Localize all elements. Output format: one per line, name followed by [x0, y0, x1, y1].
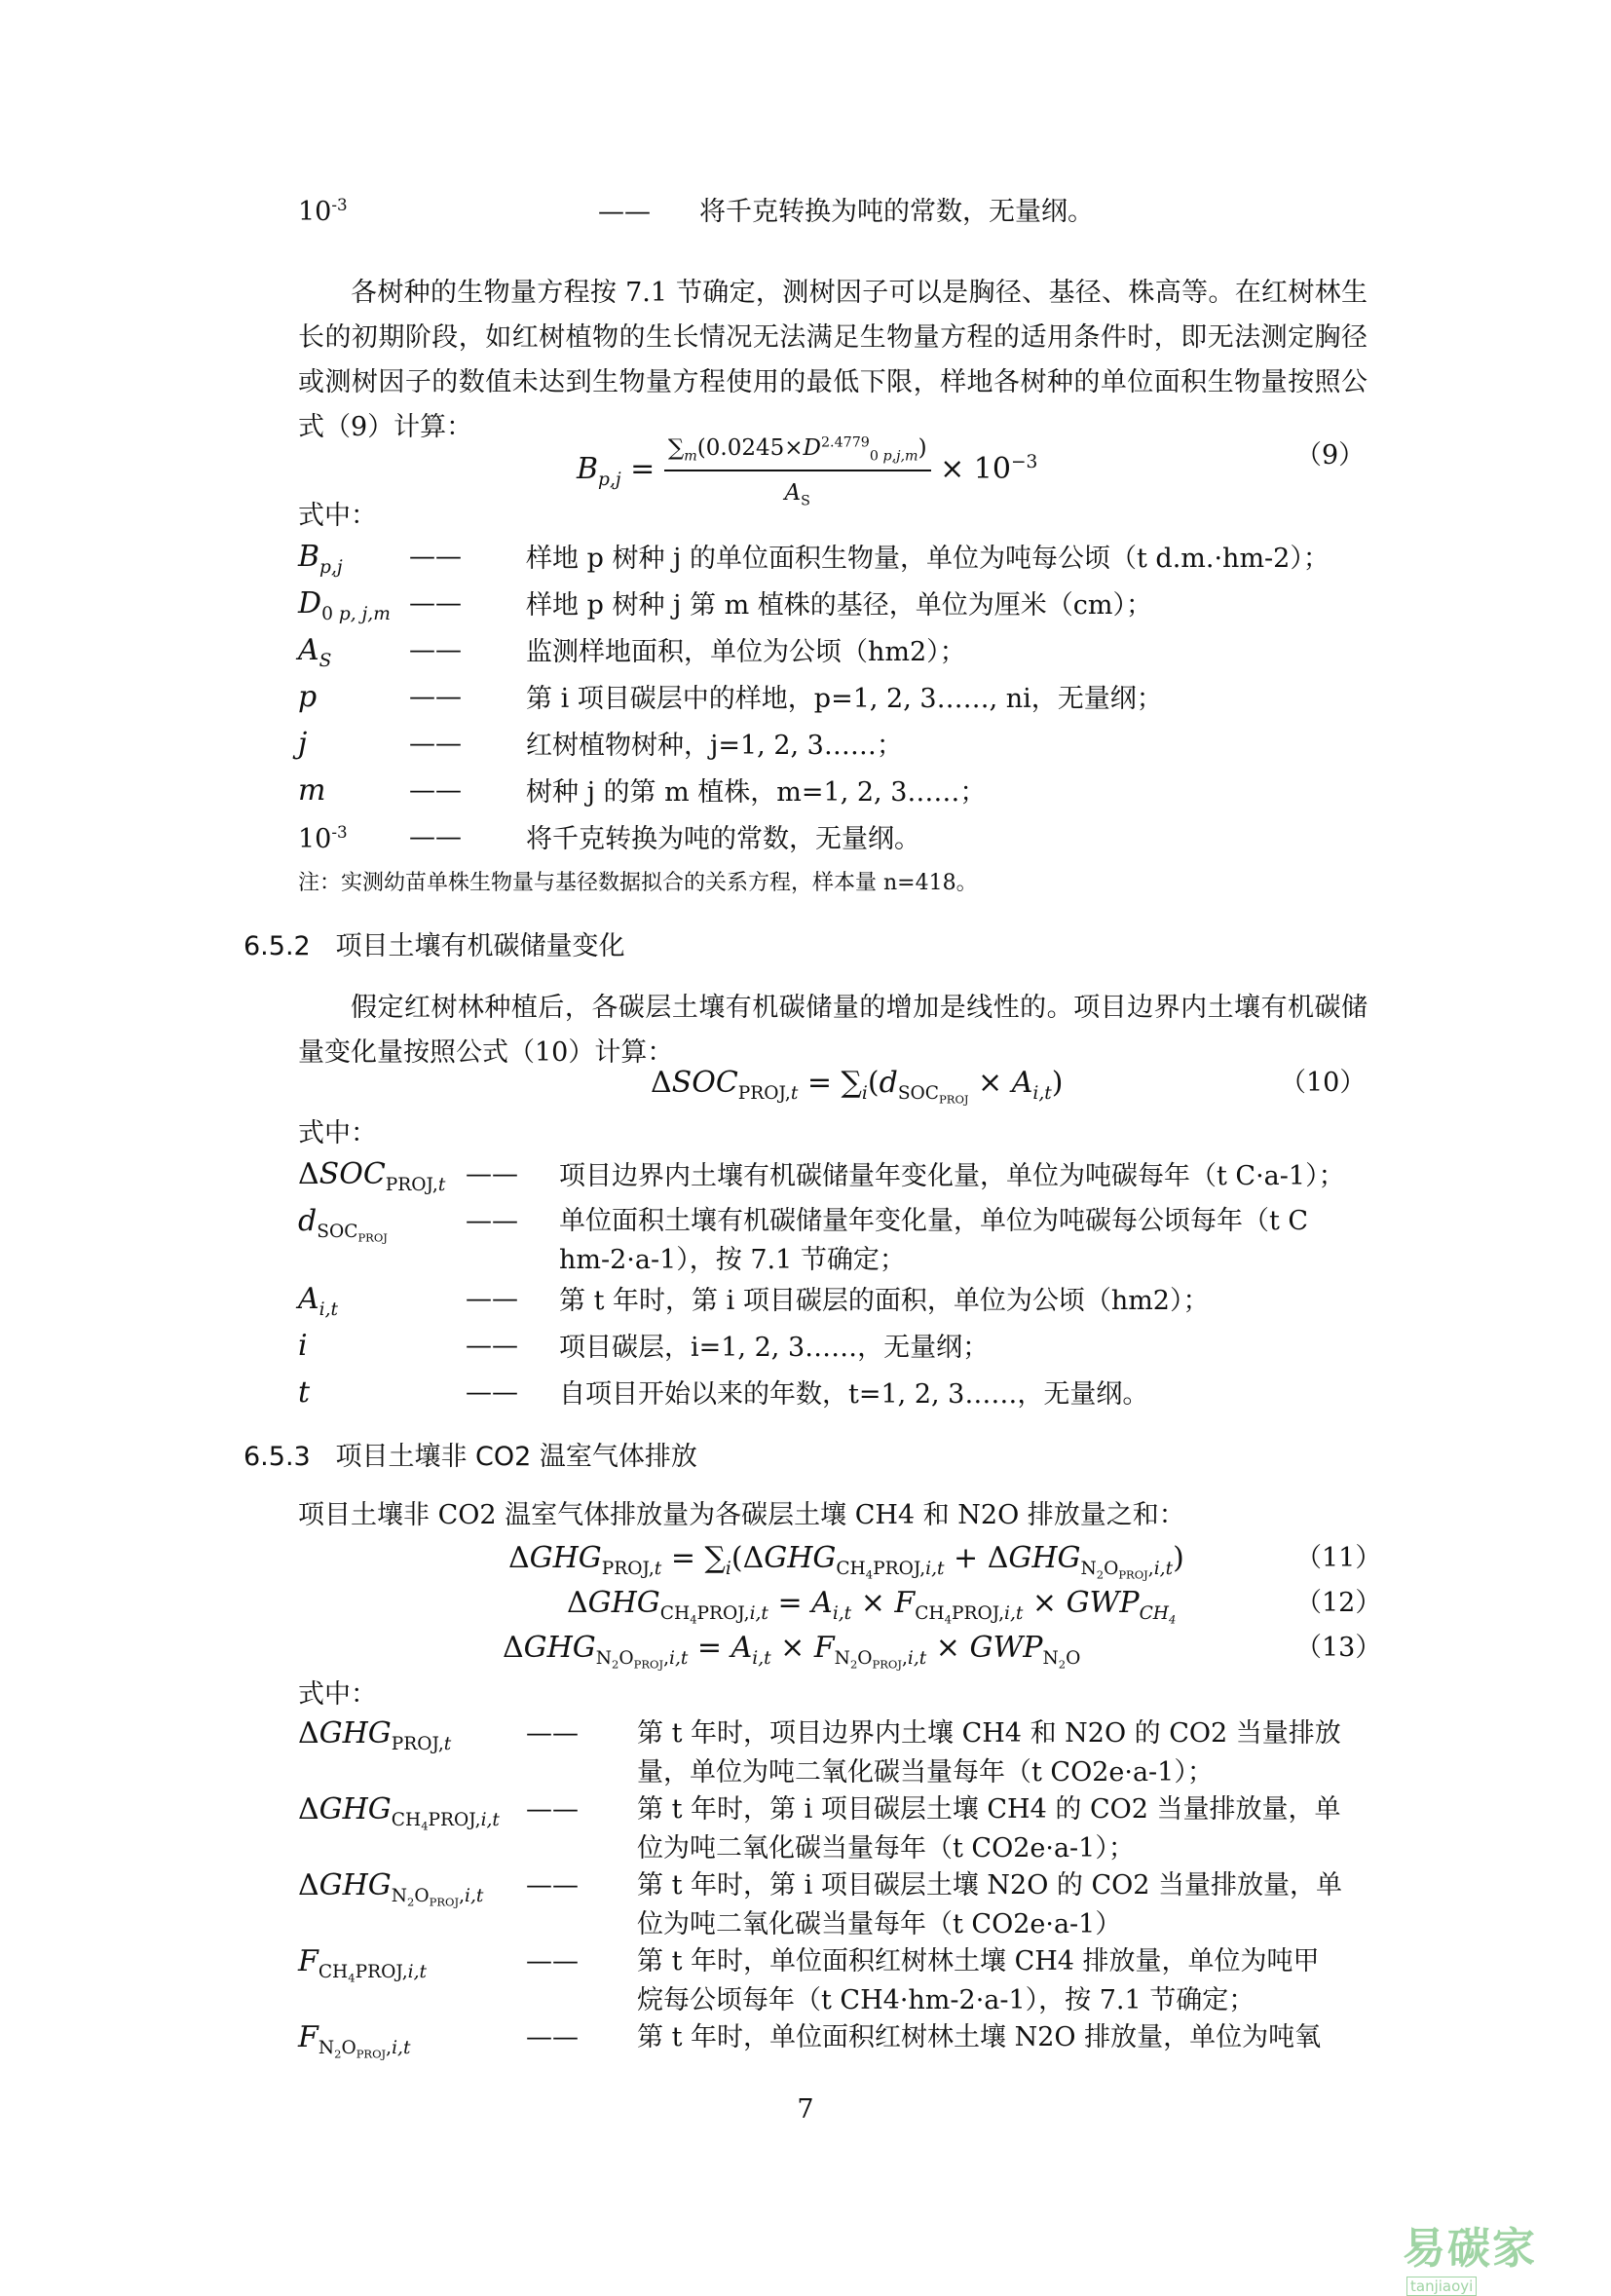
wherein-label-11: 式中： — [298, 1679, 377, 1710]
symbol-delta-SOC: $\Delta SOC_{PROJ,t}$ — [298, 1157, 446, 1195]
section-heading-6-5-2: 6.5.2 项目土壤有机碳储量变化 — [244, 931, 625, 961]
paragraph-soil-carbon: 假定红树林种植后，各碳层土壤有机碳储量的增加是线性的。项目边界内土壤有机碳储量变化量按照公式（10）计算： — [298, 993, 1367, 1068]
def11-dash: —— — [526, 1718, 579, 1749]
symbol-j: j — [298, 727, 308, 761]
def11-desc: 第 t 年时，第 i 项目碳层土壤 CH4 的 CO2 当量排放量，单位为吨二氧化碳当量每年（t CO2e·a-1）； — [637, 1794, 1341, 1863]
symbol-D0-p-j-m: $D_{0 p, j,m}$ — [298, 586, 391, 624]
symbol-ten-minus-3: $10^{-3}$ — [298, 822, 348, 854]
symbol-m: m — [298, 773, 326, 808]
symbol-A-i-t: $A_{i,t}$ — [298, 1282, 339, 1320]
equation-11: $\Delta GHG_{PROJ,t} = \sum_i(\Delta GHG_{CH_4PROJ,i,t} + \Delta GHG_{N_2O_{PROJ},i,t})$ — [508, 1541, 1184, 1582]
def9-dash: —— — [409, 542, 462, 572]
equation-9: $B_{p,j}$ = $\frac{\sum_m(0.0245\times D^{2.4779}_{0 p,j,m})}{A_S}$ × $10^{-3}$ — [577, 429, 1037, 512]
def10-dash: —— — [466, 1206, 518, 1236]
symbol-delta-GHG-N2O: $\Delta GHG_{N_2O_{PROJ},i,t}$ — [298, 1868, 484, 1909]
def10-desc: 自项目开始以来的年数，t=1, 2, 3……，无量纲。 — [559, 1379, 1149, 1410]
def11-desc: 第 t 年时，第 i 项目碳层土壤 N2O 的 CO2 当量排放量，单位为吨二氧化碳当量每年（t CO2e·a-1） — [637, 1870, 1343, 1939]
symbol-p: p — [298, 680, 318, 714]
wherein-label-10: 式中： — [298, 1118, 377, 1148]
def10-desc: 单位面积土壤有机碳储量年变化量，单位为吨碳每公顷每年（t C hm-2·a-1），按 7.1 节确定； — [559, 1206, 1309, 1275]
note: 注：实测幼苗单株生物量与基径数据拟合的关系方程，样本量 n=418。 — [298, 871, 978, 895]
watermark-logo: 易碳家tanjiaoyi — [1403, 2224, 1537, 2295]
def11-desc: 第 t 年时，单位面积红树林土壤 CH4 排放量，单位为吨甲烷每公顷每年（t CH4·hm-2·a-1），按 7.1 节确定； — [637, 1946, 1320, 2015]
symbol-delta-GHG-PROJ: $\Delta GHG_{PROJ,t}$ — [298, 1716, 452, 1754]
def9-dash: —— — [409, 775, 462, 806]
symbol-A-S: $A_S$ — [298, 633, 332, 671]
equation-13: $\Delta GHG_{N_2O_{PROJ},i,t} = A_{i,t} \times F_{N_2O_{PROJ},i,t} \times GWP_{N_2O}$ — [503, 1631, 1081, 1672]
def9-desc: 树种 j 的第 m 植株，m=1, 2, 3……； — [526, 777, 987, 808]
paragraph-non-co2: 项目土壤非 CO2 温室气体排放量为各碳层土壤 CH4 和 N2O 排放量之和： — [298, 1500, 1185, 1530]
def10-desc: 项目边界内土壤有机碳储量年变化量，单位为吨碳每年（t C·a-1）； — [559, 1161, 1345, 1191]
equation-13-number: （13） — [1295, 1633, 1382, 1663]
def9-desc: 红树植物树种，j=1, 2, 3……； — [526, 731, 903, 761]
equation-11-number: （11） — [1295, 1543, 1382, 1573]
def9-desc: 样地 p 树种 j 第 m 植株的基径，单位为厘米（cm）； — [526, 590, 1152, 621]
symbol-F-CH4: $F_{CH_4PROJ,i,t}$ — [298, 1944, 427, 1985]
def10-desc: 项目碳层，i=1, 2, 3……，无量纲； — [559, 1333, 990, 1363]
def11-dash: —— — [526, 1794, 579, 1825]
def9-desc: 将千克转换为吨的常数，无量纲。 — [526, 824, 920, 854]
def9-dash: —— — [409, 588, 462, 619]
equation-12-number: （12） — [1295, 1588, 1382, 1618]
def10-dash: —— — [466, 1159, 518, 1189]
def11-dash: —— — [526, 1946, 579, 1976]
def9-desc: 样地 p 树种 j 的单位面积生物量，单位为吨每公顷（t d.m.·hm-2）； — [526, 544, 1330, 574]
top-def-dash: —— — [598, 197, 651, 227]
symbol-d-SOC: $d_{SOC_{PROJ}}$ — [298, 1204, 388, 1245]
def10-desc: 第 t 年时，第 i 项目碳层的面积，单位为公顷（hm2）； — [559, 1286, 1210, 1316]
symbol-delta-GHG-CH4: $\Delta GHG_{CH_4PROJ,i,t}$ — [298, 1792, 500, 1833]
def9-dash: —— — [409, 682, 462, 712]
def9-desc: 第 i 项目碳层中的样地，p=1, 2, 3……, ni，无量纲； — [526, 684, 1163, 714]
def9-dash: —— — [409, 729, 462, 759]
wherein-label-9: 式中： — [298, 501, 377, 531]
def10-dash: —— — [466, 1377, 518, 1408]
symbol-t: t — [298, 1375, 311, 1410]
def9-dash: —— — [409, 822, 462, 852]
def11-dash: —— — [526, 1870, 579, 1901]
def11-desc: 第 t 年时，项目边界内土壤 CH4 和 N2O 的 CO2 当量排放量，单位为吨二氧化碳当量每年（t CO2e·a-1）； — [637, 1718, 1341, 1788]
paragraph-biomass: 各树种的生物量方程按 7.1 节确定，测树因子可以是胸径、基径、株高等。在红树林生长的初期阶段，如红树植物的生长情况无法满足生物量方程的适用条件时，即无法测定胸径或测树因子的数值未达到生物量方程使用的最低下限，样地各树种的单位面积生物量按照公式（9）计算： — [298, 278, 1367, 442]
symbol-i: i — [298, 1329, 308, 1363]
def11-dash: —— — [526, 2022, 579, 2052]
def9-dash: —— — [409, 635, 462, 665]
top-def-symbol: $10^{-3}$ — [298, 195, 348, 227]
def10-dash: —— — [466, 1331, 518, 1361]
symbol-B-p-j: $B_{p,j}$ — [298, 540, 343, 578]
symbol-F-N2O: $F_{N_2O_{PROJ},i,t}$ — [298, 2020, 411, 2061]
def11-desc: 第 t 年时，单位面积红树林土壤 N2O 排放量，单位为吨氧 — [637, 2022, 1322, 2052]
page-number: 7 — [797, 2094, 814, 2125]
top-def-desc: 将千克转换为吨的常数，无量纲。 — [699, 197, 1094, 227]
equation-9-number: （9） — [1295, 440, 1366, 470]
def9-desc: 监测样地面积，单位为公顷（hm2）； — [526, 637, 966, 667]
equation-10: $\Delta SOC_{PROJ,t} = \sum_i(d_{SOC_{PROJ}} \times A_{i,t})$ — [651, 1066, 1064, 1107]
equation-12: $\Delta GHG_{CH_4PROJ,i,t} = A_{i,t} \times F_{CH_4PROJ,i,t} \times GWP_{CH_4}$ — [567, 1586, 1177, 1627]
equation-10-number: （10） — [1280, 1068, 1367, 1098]
section-heading-6-5-3: 6.5.3 项目土壤非 CO2 温室气体排放 — [244, 1442, 697, 1472]
def10-dash: —— — [466, 1284, 518, 1314]
